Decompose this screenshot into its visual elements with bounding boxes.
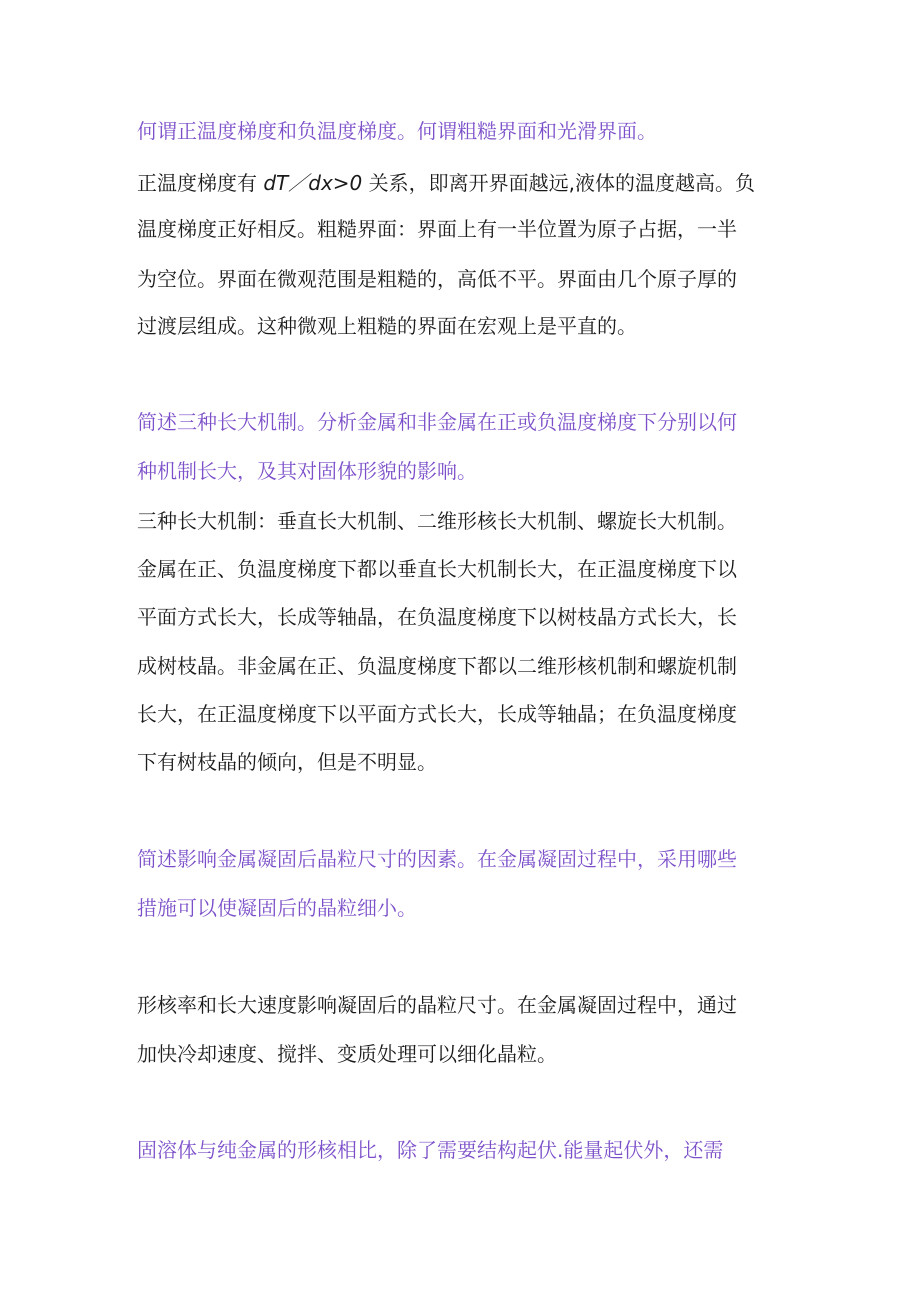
math-expression: dT／dx>0	[263, 171, 363, 195]
answer-line: 三种长大机制：垂直长大机制、二维形核长大机制、螺旋长大机制。	[137, 509, 737, 533]
answer-line: 形核率和长大速度影响凝固后的晶粒尺寸。在金属凝固过程中，通过	[137, 993, 737, 1017]
question-line: 简述影响金属凝固后晶粒尺寸的因素。在金属凝固过程中，采用哪些	[137, 847, 737, 871]
answer-text: 关系，即离开界面越远,液体的温度越高。负	[362, 171, 756, 195]
answer-line: 成树枝晶。非金属在正、负温度梯度下都以二维形核机制和螺旋机制	[137, 654, 737, 678]
answer-line: 平面方式长大，长成等轴晶，在负温度梯度下以树枝晶方式长大，长	[137, 605, 737, 629]
question-line: 种机制长大，及其对固体形貌的影响。	[137, 459, 477, 483]
answer-line: 过渡层组成。这种微观上粗糙的界面在宏观上是平直的。	[137, 314, 637, 338]
answer-line: 金属在正、负温度梯度下都以垂直长大机制长大，在正温度梯度下以	[137, 557, 737, 581]
question-line: 简述三种长大机制。分析金属和非金属在正或负温度梯度下分别以何	[137, 410, 737, 434]
question-line: 措施可以使凝固后的晶粒细小。	[137, 896, 417, 920]
question-line: 固溶体与纯金属的形核相比，除了需要结构起伏.能量起伏外，还需	[137, 1138, 724, 1162]
question-line: 何谓正温度梯度和负温度梯度。何谓粗糙界面和光滑界面。	[137, 119, 657, 143]
answer-line	[137, 168, 797, 198]
answer-line: 下有树枝晶的倾向，但是不明显。	[137, 750, 437, 774]
answer-line: 温度梯度正好相反。粗糙界面：界面上有一半位置为原子占据，一半	[137, 217, 737, 241]
answer-line: 为空位。界面在微观范围是粗糙的，高低不平。界面由几个原子厚的	[137, 267, 737, 291]
answer-text: 正温度梯度有	[137, 171, 264, 195]
answer-line: 加快冷却速度、搅拌、变质处理可以细化晶粒。	[137, 1042, 557, 1066]
answer-line: 长大，在正温度梯度下以平面方式长大，长成等轴晶；在负温度梯度	[137, 702, 737, 726]
